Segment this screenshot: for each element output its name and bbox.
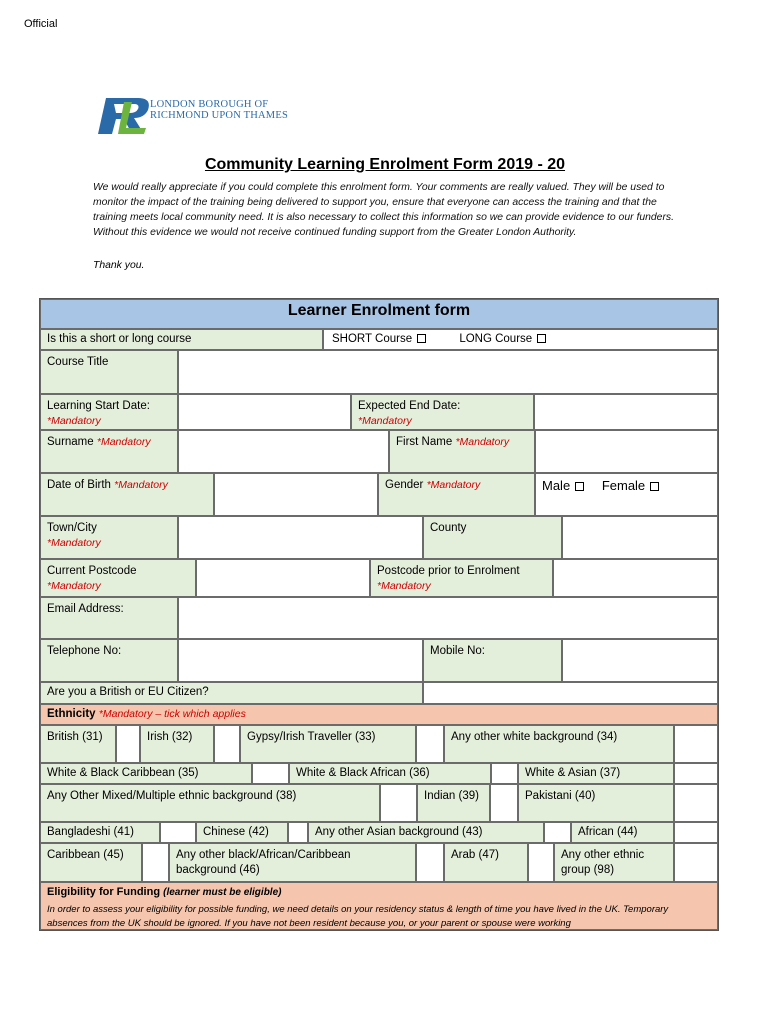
eth-african-label: African (44): [571, 822, 674, 843]
eth-w-asian-label: White & Asian (37): [518, 763, 674, 784]
first-name-label: First Name *Mandatory: [389, 430, 535, 473]
eth-other-ethnic-checkbox[interactable]: [674, 843, 718, 882]
eth-gypsy-checkbox[interactable]: [416, 725, 444, 763]
course-type-label: Is this a short or long course: [40, 329, 323, 350]
postcode-label: Current Postcode *Mandatory: [40, 559, 196, 597]
classification-label: Official: [24, 18, 58, 30]
council-name: LONDON BOROUGH OF RICHMOND UPON THAMES: [150, 99, 288, 121]
end-date-label: Expected End Date: *Mandatory: [351, 394, 534, 430]
gender-options: [535, 473, 718, 516]
prior-postcode-input[interactable]: [553, 559, 718, 597]
long-course-checkbox[interactable]: [537, 334, 546, 343]
eth-other-asian-label: Any other Asian background (43): [308, 822, 544, 843]
eth-other-mixed-label: Any Other Mixed/Multiple ethnic background (38): [40, 784, 380, 822]
eligibility-section: [40, 882, 718, 930]
citizen-label: Are you a British or EU Citizen?: [40, 682, 423, 704]
page-title: Community Learning Enrolment Form 2019 - 20: [204, 156, 566, 173]
eth-arab-checkbox[interactable]: [528, 843, 554, 882]
town-label: Town/City *Mandatory: [40, 516, 178, 559]
eth-bangladeshi-label: Bangladeshi (41): [40, 822, 160, 843]
gender-label: Gender *Mandatory: [378, 473, 535, 516]
email-input[interactable]: [178, 597, 718, 639]
mobile-input[interactable]: [562, 639, 718, 682]
male-checkbox[interactable]: [575, 482, 584, 491]
eligibility-text: In order to assess your eligibility for possible funding, we need details on your residency status & length of time you have lived in the UK. Temporary absences from the UK should be ignored. If you have not been resident because you, or your parent or spouse were working: [47, 904, 669, 929]
mobile-label: Mobile No:: [423, 639, 562, 682]
dob-input[interactable]: [214, 473, 378, 516]
first-name-input[interactable]: [535, 430, 718, 473]
town-input[interactable]: [178, 516, 423, 559]
eth-other-black-checkbox[interactable]: [416, 843, 444, 882]
eth-caribbean-label: Caribbean (45): [40, 843, 142, 882]
eth-bangladeshi-checkbox[interactable]: [160, 822, 196, 843]
citizen-input[interactable]: [423, 682, 718, 704]
short-course-checkbox[interactable]: [417, 334, 426, 343]
eth-wb-african-checkbox[interactable]: [491, 763, 518, 784]
eth-other-white-label: Any other white background (34): [444, 725, 674, 763]
start-date-input[interactable]: [178, 394, 351, 430]
eth-pakistani-checkbox[interactable]: [674, 784, 718, 822]
eth-british-label: British (31): [40, 725, 116, 763]
eth-other-black-label: Any other black/African/Caribbean background (46): [169, 843, 416, 882]
short-course-label: SHORT Course: [332, 333, 413, 345]
telephone-label: Telephone No:: [40, 639, 178, 682]
long-course-label: LONG Course: [459, 333, 533, 345]
email-label: Email Address:: [40, 597, 178, 639]
eth-african-checkbox[interactable]: [674, 822, 718, 843]
dob-label: Date of Birth *Mandatory: [40, 473, 214, 516]
eth-indian-checkbox[interactable]: [490, 784, 518, 822]
form-heading: Learner Enrolment form: [40, 299, 718, 329]
postcode-input[interactable]: [196, 559, 370, 597]
eth-w-asian-checkbox[interactable]: [674, 763, 718, 784]
start-date-label: Learning Start Date: *Mandatory: [40, 394, 178, 430]
eth-wb-african-label: White & Black African (36): [289, 763, 491, 784]
female-label: Female: [601, 478, 646, 493]
county-label: County: [423, 516, 562, 559]
course-title-label: Course Title: [40, 350, 178, 394]
prior-postcode-label: Postcode prior to Enrolment *Mandatory: [370, 559, 553, 597]
county-input[interactable]: [562, 516, 718, 559]
eth-wb-caribbean-checkbox[interactable]: [252, 763, 289, 784]
eth-chinese-checkbox[interactable]: [288, 822, 308, 843]
eth-other-asian-checkbox[interactable]: [544, 822, 571, 843]
eth-british-checkbox[interactable]: [116, 725, 140, 763]
telephone-input[interactable]: [178, 639, 423, 682]
eth-wb-caribbean-label: White & Black Caribbean (35): [40, 763, 252, 784]
eth-irish-checkbox[interactable]: [214, 725, 240, 763]
eth-other-ethnic-label: Any other ethnic group (98): [554, 843, 674, 882]
eth-gypsy-label: Gypsy/Irish Traveller (33): [240, 725, 416, 763]
ethnicity-header: Ethnicity *Mandatory – tick which applies: [40, 704, 718, 725]
eth-pakistani-label: Pakistani (40): [518, 784, 674, 822]
eth-other-white-checkbox[interactable]: [674, 725, 718, 763]
eth-caribbean-checkbox[interactable]: [142, 843, 169, 882]
enrolment-form: [39, 298, 719, 931]
end-date-input[interactable]: [534, 394, 718, 430]
eth-arab-label: Arab (47): [444, 843, 528, 882]
eth-chinese-label: Chinese (42): [196, 822, 288, 843]
course-type-options: [323, 329, 718, 350]
eligibility-heading: Eligibility for Funding (learner must be eligible): [47, 886, 282, 898]
female-checkbox[interactable]: [650, 482, 659, 491]
thanks-text: Thank you.: [93, 260, 145, 271]
eth-other-mixed-checkbox[interactable]: [380, 784, 417, 822]
surname-label: Surname *Mandatory: [40, 430, 178, 473]
surname-input[interactable]: [178, 430, 389, 473]
eth-indian-label: Indian (39): [417, 784, 490, 822]
intro-text: We would really appreciate if you could complete this enrolment form. Your comments are really valued. They will be used to monitor the impact of the training being delivered to support you, ensure that everyone can access the training and that the training meets local community need. It is also necessary to collect this information so we can provide evidence to our funders. Without this evidence we would not receive continued funding support from the Greater London Authority.: [93, 182, 675, 238]
course-title-input[interactable]: [178, 350, 718, 394]
male-label: Male: [542, 478, 571, 493]
eth-irish-label: Irish (32): [140, 725, 214, 763]
